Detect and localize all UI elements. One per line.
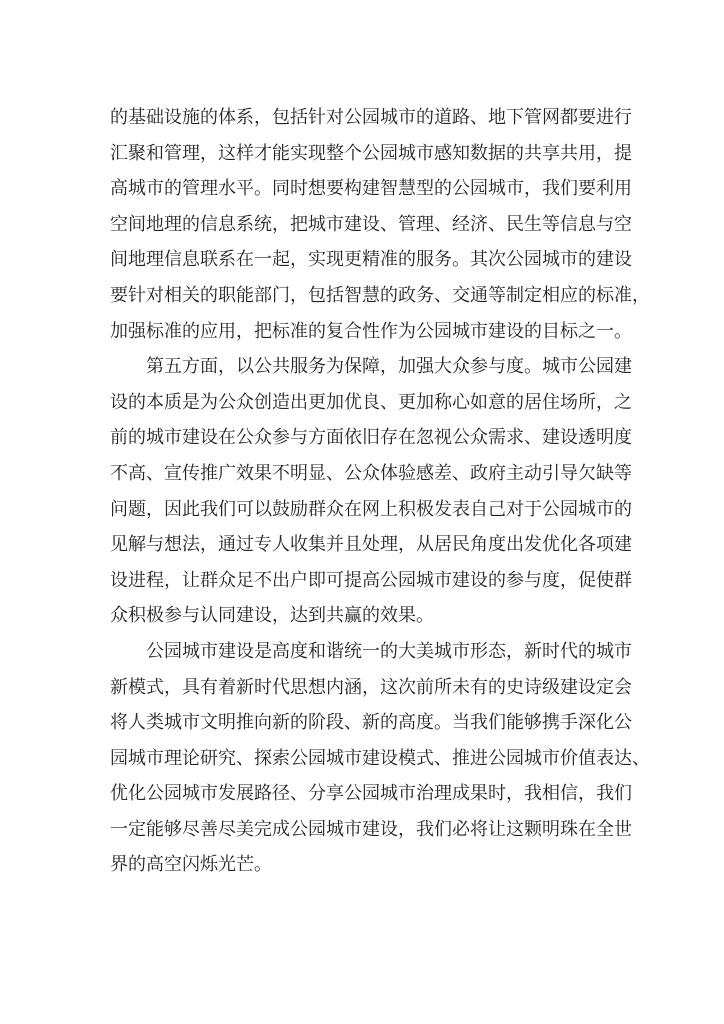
text-line: 设进程，让群众足不出户即可提高公园城市建设的参与度，促使群 xyxy=(110,569,632,591)
text-line: 公园城市建设是高度和谐统一的大美城市形态，新时代的城市 xyxy=(146,640,632,662)
text-line: 高城市的管理水平。同时想要构建智慧型的公园城市，我们要利用 xyxy=(110,178,632,200)
text-line: 汇聚和管理，这样才能实现整个公园城市感知数据的共享共用，提 xyxy=(110,142,632,164)
text-line: 要针对相关的职能部门，包括智慧的政务、交通等制定相应的标准， xyxy=(110,284,650,306)
text-line: 园城市理论研究、探索公园城市建设模式、推进公园城市价值表达、 xyxy=(110,747,650,769)
body-text xyxy=(110,100,650,883)
text-line: 间地理信息联系在一起，实现更精准的服务。其次公园城市的建设 xyxy=(110,249,632,271)
text-line: 前的城市建设在公众参与方面依旧存在忽视公众需求、建设透明度 xyxy=(110,427,632,449)
text-line: 设的本质是为公众创造出更加优良、更加称心如意的居住场所，之 xyxy=(110,391,632,413)
text-line: 的基础设施的体系，包括针对公园城市的道路、地下管网都要进行 xyxy=(110,107,632,128)
text-line: 加强标准的应用，把标准的复合性作为公园城市建设的目标之一。 xyxy=(110,320,632,342)
text-line: 不高、宣传推广效果不明显、公众体验感差、政府主动引导欠缺等 xyxy=(110,462,632,484)
text-line: 界的高空闪烁光芒。 xyxy=(110,854,272,876)
text-line: 新模式，具有着新时代思想内涵，这次前所未有的史诗级建设定会 xyxy=(110,676,632,698)
text-line: 一定能够尽善尽美完成公园城市建设，我们必将让这颗明珠在全世 xyxy=(110,818,632,840)
text-line: 见解与想法，通过专人收集并且处理，从居民角度出发优化各项建 xyxy=(110,534,632,556)
text-line: 空间地理的信息系统，把城市建设、管理、经济、民生等信息与空 xyxy=(110,213,632,235)
text-line: 问题，因此我们可以鼓励群众在网上积极发表自己对于公园城市的 xyxy=(110,498,632,520)
text-line: 将人类城市文明推向新的阶段、新的高度。当我们能够携手深化公 xyxy=(110,712,632,734)
text-line: 众积极参与认同建设，达到共赢的效果。 xyxy=(110,605,434,627)
text-line: 第五方面，以公共服务为保障，加强大众参与度。城市公园建 xyxy=(146,356,632,378)
text-line: 优化公园城市发展路径、分享公园城市治理成果时，我相信，我们 xyxy=(110,783,632,805)
